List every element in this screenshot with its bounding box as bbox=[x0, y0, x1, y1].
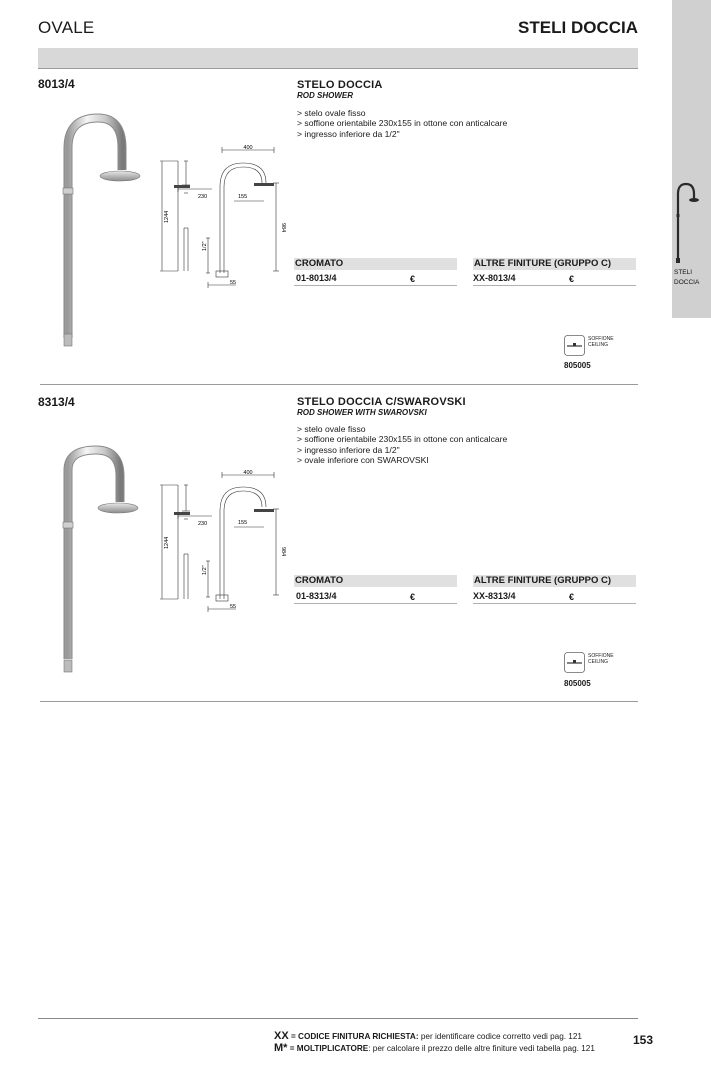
row-underline bbox=[473, 603, 636, 604]
chrome-code: 01-8313/4 bbox=[296, 591, 337, 601]
technical-drawing bbox=[158, 143, 288, 291]
dim-half-inch: 1/2" bbox=[202, 241, 208, 251]
dim-230: 230 bbox=[198, 521, 208, 527]
product-title: STELO DOCCIA C/SWAROVSKI bbox=[297, 396, 466, 408]
product-code: 8313/4 bbox=[38, 395, 75, 409]
dim-400: 400 bbox=[243, 145, 253, 151]
feature-list bbox=[297, 108, 507, 139]
finish-other-header: ALTRE FINITURE (GRUPPO C) bbox=[473, 575, 636, 587]
dim-55: 55 bbox=[230, 604, 237, 610]
feature-list bbox=[297, 424, 507, 466]
dim-230: 230 bbox=[198, 194, 208, 200]
finish-chrome-header: CROMATO bbox=[294, 258, 457, 270]
accessory-label: SOFFIONE CEILING bbox=[588, 653, 614, 665]
row-underline bbox=[294, 603, 457, 604]
accessory-code: 805005 bbox=[564, 679, 591, 688]
side-tab-label: STELI DOCCIA bbox=[674, 269, 700, 286]
product-title: STELO DOCCIA bbox=[297, 79, 383, 91]
feature-item: > stelo ovale fisso bbox=[297, 108, 366, 118]
finish-other-header: ALTRE FINITURE (GRUPPO C) bbox=[473, 258, 636, 270]
other-finish-code: XX-8313/4 bbox=[473, 591, 516, 601]
product-image bbox=[50, 108, 150, 356]
dim-1244: 1244 bbox=[164, 210, 170, 223]
technical-drawing bbox=[158, 469, 288, 617]
other-finish-price: € bbox=[569, 592, 575, 602]
page-number: 153 bbox=[633, 1033, 654, 1047]
feature-item: > ingresso inferiore da 1/2" bbox=[297, 444, 400, 455]
chrome-price: € bbox=[410, 592, 416, 602]
accessory-label: SOFFIONE CEILING bbox=[588, 336, 614, 348]
row-underline bbox=[294, 285, 457, 286]
feature-item: > soffione orientabile 230x155 in ottone con anticalcare bbox=[297, 434, 508, 445]
chrome-price: € bbox=[410, 274, 416, 284]
footer-note-multiplier: M* = MOLTIPLICATORE: per calcolare il prezzo delle altre finiture vedi tabella pag. 121 bbox=[274, 1042, 595, 1054]
other-finish-code: XX-8013/4 bbox=[473, 273, 516, 283]
chrome-code: 01-8013/4 bbox=[296, 273, 337, 283]
feature-item: > ovale inferiore con SWAROVSKI bbox=[297, 455, 429, 466]
dim-155: 155 bbox=[238, 194, 248, 200]
feature-item: > soffione orientabile 230x155 in ottone con anticalcare bbox=[297, 118, 508, 129]
feature-item: > ingresso inferiore da 1/2" bbox=[297, 128, 400, 139]
ceiling-shower-icon bbox=[564, 652, 585, 673]
dim-400: 400 bbox=[243, 470, 253, 476]
section-divider bbox=[40, 701, 638, 702]
footer-note-xx: XX = CODICE FINITURA RICHIESTA: per identificare codice corretto vedi pag. 121 bbox=[274, 1030, 582, 1042]
accessory-code: 805005 bbox=[564, 361, 591, 370]
dim-155: 155 bbox=[238, 520, 248, 526]
finish-chrome-header: CROMATO bbox=[294, 575, 457, 587]
other-finish-price: € bbox=[569, 274, 575, 284]
product-subtitle: ROD SHOWER WITH SWAROVSKI bbox=[297, 408, 427, 417]
section-divider bbox=[40, 384, 638, 385]
dim-1244: 1244 bbox=[164, 536, 170, 549]
footer-rule bbox=[38, 1018, 638, 1019]
dim-984: 984 bbox=[280, 223, 286, 233]
product-image bbox=[50, 424, 150, 674]
dim-55: 55 bbox=[230, 280, 237, 286]
dim-984: 984 bbox=[280, 547, 286, 557]
category-title: STELI DOCCIA bbox=[518, 18, 638, 37]
collection-title: OVALE bbox=[38, 18, 95, 37]
dim-half-inch: 1/2" bbox=[202, 565, 208, 575]
product-code: 8013/4 bbox=[38, 77, 75, 91]
row-underline bbox=[473, 285, 636, 286]
header-bar bbox=[38, 48, 638, 69]
product-subtitle: ROD SHOWER bbox=[297, 91, 353, 100]
feature-item: > stelo ovale fisso bbox=[297, 424, 366, 434]
shower-rod-icon bbox=[672, 180, 711, 270]
ceiling-shower-icon bbox=[564, 335, 585, 356]
